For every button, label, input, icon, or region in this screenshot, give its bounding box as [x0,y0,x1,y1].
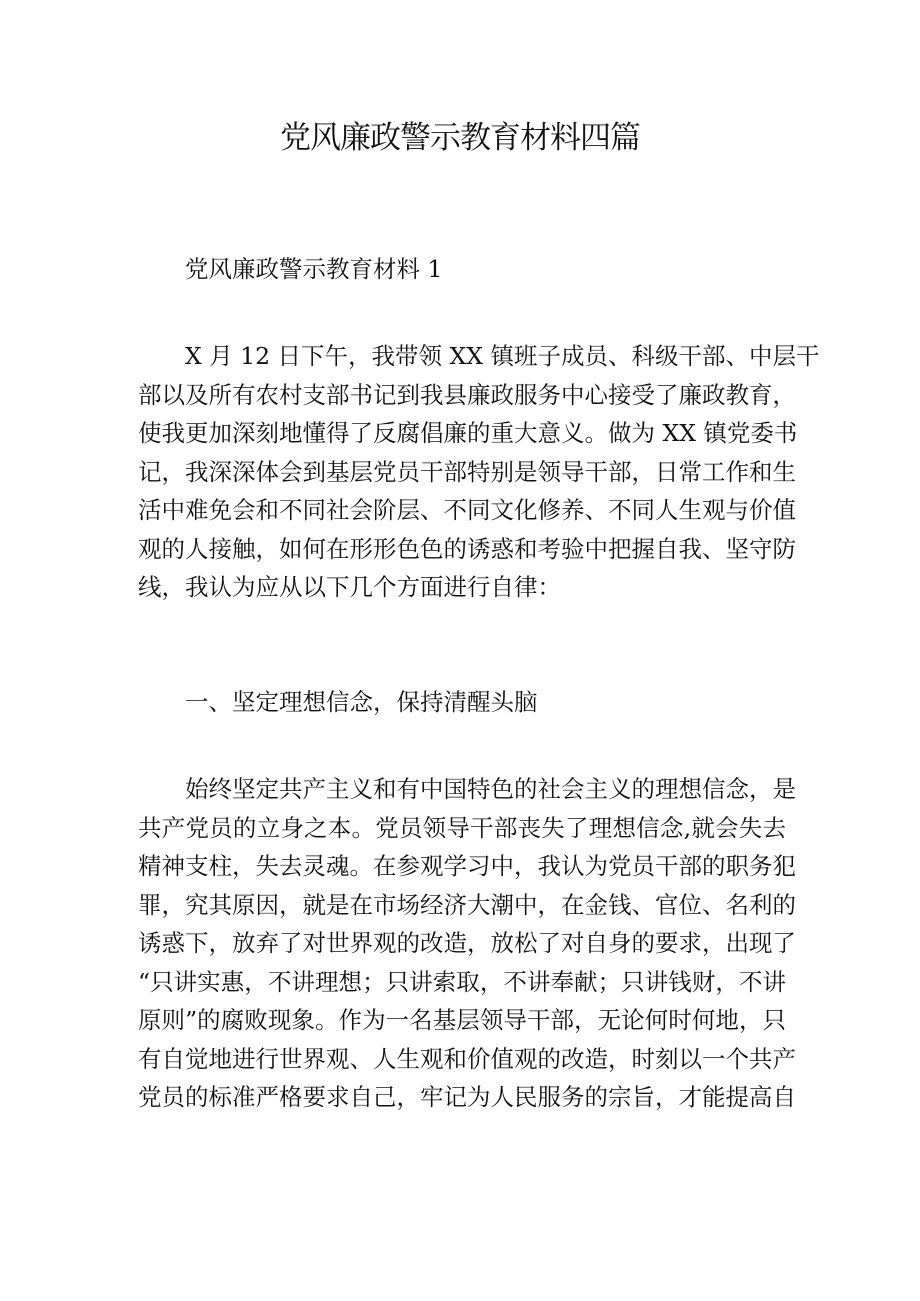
paragraph-line: “只讲实惠，不讲理想；只讲索取，不讲奉献；只讲钱财，不讲 [138,967,786,996]
paragraph-1 [138,337,820,607]
paragraph-line: 始终坚定共产主义和有中国特色的社会主义的理想信念，是 [185,775,796,803]
paragraph-line: 罪，究其原因，就是在市场经济大潮中，在金钱、官位、名利的 [138,890,796,919]
paragraph-line: 精神支柱，失去灵魂。在参观学习中，我认为党员干部的职务犯 [138,852,796,880]
paragraph-line: 原则”的腐败现象。作为一名基层领导干部，无论何时何地，只 [138,1006,786,1034]
paragraph-line: 使我更加深刻地懂得了反腐倡廉的重大意义。做为 XX 镇党委书 [138,419,798,447]
paragraph-line: 有自觉地进行世界观、人生观和价值观的改造，时刻以一个共产 [138,1044,796,1073]
heading-one: 一、坚定理想信念，保持清醒头脑 [185,688,538,716]
paragraph-line: 党员的标准严格要求自己，牢记为人民服务的宗旨，才能提高自 [138,1083,796,1111]
paragraph-line: 记，我深深体会到基层党员干部特别是领导干部，日常工作和生 [138,457,796,486]
section-title: 党风廉政警示教育材料 1 [185,255,443,283]
paragraph-line: 线，我认为应从以下几个方面进行自律： [138,573,561,601]
paragraph-line: 观的人接触，如何在形形色色的诱惑和考验中把握自我、坚守防 [138,534,796,563]
document-title: 党风廉政警示教育材料四篇 [280,120,640,156]
paragraph-line: 部以及所有农村支部书记到我县廉政服务中心接受了廉政教育， [138,380,796,409]
paragraph-line: X 月 12 日下午，我带领 XX 镇班子成员、科级干部、中层干 [185,342,820,370]
paragraph-line: 共产党员的立身之本。党员领导干部丧失了理想信念,就会失去 [138,813,786,842]
paragraph-2 [138,770,796,1117]
paragraph-line: 活中难免会和不同社会阶层、不同文化修养、不同人生观与价值 [138,496,796,524]
paragraph-line: 诱惑下，放弃了对世界观的改造，放松了对自身的要求，出现了 [138,929,796,957]
